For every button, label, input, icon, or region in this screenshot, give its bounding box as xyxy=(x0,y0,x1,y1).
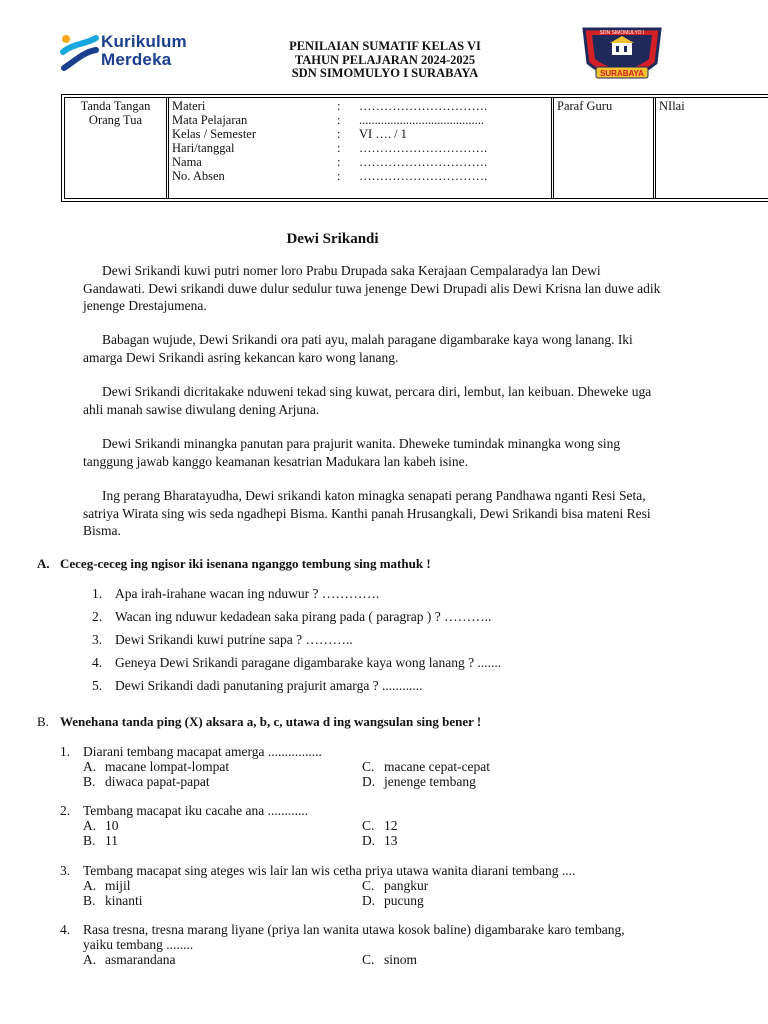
question-text: Wacan ing nduwur kedadean saka pirang pada ( paragrap ) ? ……….. xyxy=(115,609,492,624)
option-letter: C. xyxy=(362,759,375,774)
question-number: 2. xyxy=(60,803,71,818)
question-number: 5. xyxy=(92,678,103,693)
field-value-nama[interactable]: …………………………. xyxy=(359,155,488,169)
option-letter: B. xyxy=(83,893,96,908)
logo-text xyxy=(101,33,187,69)
field-colon: : xyxy=(337,99,341,113)
option-text: macane lompat-lompat xyxy=(105,759,230,774)
option-letter: A. xyxy=(83,952,97,967)
section-a-heading xyxy=(37,556,431,572)
answer-option[interactable] xyxy=(83,833,118,848)
question-item xyxy=(92,655,501,671)
badge-text: SURABAYA xyxy=(600,69,644,78)
mc-question xyxy=(60,803,308,818)
section-a-label: A. xyxy=(37,556,50,571)
field-label-absen: No. Absen xyxy=(172,169,225,183)
title-line-3: SDN SIMOMULYO I SURABAYA xyxy=(291,66,479,80)
field-value-kelas[interactable]: VI …. / 1 xyxy=(359,127,407,141)
question-text-line-2: yaiku tembang ........ xyxy=(83,937,194,952)
answer-option[interactable] xyxy=(83,952,175,967)
story-title: Dewi Srikandi xyxy=(286,231,379,247)
answer-option[interactable] xyxy=(83,818,119,833)
school-badge-icon xyxy=(576,25,668,87)
question-number: 3. xyxy=(92,632,103,647)
option-letter: A. xyxy=(83,818,97,833)
option-text: 13 xyxy=(384,833,398,848)
answer-option[interactable] xyxy=(362,759,490,774)
question-number: 1. xyxy=(60,744,71,759)
option-letter: D. xyxy=(362,774,376,789)
option-letter: C. xyxy=(362,818,375,833)
question-text: Geneya Dewi Srikandi paragane digambarake kaya wong lanang ? ....... xyxy=(115,655,502,670)
question-text: Diarani tembang macapat amerga ................ xyxy=(83,744,322,759)
section-b-instruction: Wenehana tanda ping (X) aksara a, b, c, utawa d ing wangsulan sing bener ! xyxy=(60,714,482,729)
question-text: Dewi Srikandi kuwi putrine sapa ? ……….. xyxy=(115,632,353,647)
answer-option[interactable] xyxy=(362,833,398,848)
option-letter: A. xyxy=(83,878,97,893)
field-label-kelas: Kelas / Semester xyxy=(172,127,257,141)
option-letter: A. xyxy=(83,759,97,774)
option-text: jenenge tembang xyxy=(384,774,476,789)
option-text: kinanti xyxy=(105,893,143,908)
question-item xyxy=(92,586,379,602)
question-number: 2. xyxy=(92,609,103,624)
story-paragraph: Dewi Srikandi kuwi putri nomer loro Prabu Drupada saka Kerajaan Cempalaradya lan Dewi Gandawati. Dewi srikandi duwe dulur sedulur tuwa jenenge Dewi Drupadi alis Dewi Krisna lan duwe adik jenenge Drestajumena. xyxy=(83,263,661,313)
option-letter: B. xyxy=(83,774,96,789)
page-title xyxy=(230,40,540,81)
option-text: pucung xyxy=(384,893,424,908)
answer-option[interactable] xyxy=(362,952,417,967)
logo-mark-icon xyxy=(60,30,100,80)
answer-option[interactable] xyxy=(362,878,428,893)
table-divider xyxy=(653,98,656,198)
field-label-materi: Materi xyxy=(172,99,206,113)
parent-signature-label-1: Tanda Tangan xyxy=(80,99,151,113)
title-line-1: PENILAIAN SUMATIF KELAS VI xyxy=(289,39,481,53)
table-divider xyxy=(166,98,169,198)
mc-question xyxy=(60,744,322,759)
section-a-instruction: Ceceg-ceceg ing ngisor iki isenana nganggo tembung sing mathuk ! xyxy=(60,556,431,571)
answer-option[interactable] xyxy=(83,893,143,908)
question-number: 4. xyxy=(92,655,103,670)
option-letter: D. xyxy=(362,833,376,848)
answer-option[interactable] xyxy=(362,774,476,789)
question-number: 4. xyxy=(60,922,71,937)
story-paragraph: Dewi Srikandi dicritakake nduweni tekad sing kuwat, percara diri, lembut, lan keibuan. Dheweke uga ahli manah sawise diwulang dening Arjuna. xyxy=(83,384,652,417)
option-text: diwaca papat-papat xyxy=(105,774,210,789)
mc-question xyxy=(60,863,575,878)
option-text: 12 xyxy=(384,818,398,833)
question-text-line-1: Rasa tresna, tresna marang liyane (priya lan wanita utawa kosok baline) digambarake karo tembang, xyxy=(83,922,625,937)
question-item xyxy=(92,678,423,694)
option-text: 11 xyxy=(105,833,118,848)
field-colon: : xyxy=(337,127,341,141)
option-text: macane cepat-cepat xyxy=(384,759,491,774)
section-b-label: B. xyxy=(37,714,49,729)
story-paragraph: Ing perang Bharatayudha, Dewi srikandi katon minagka senapati perang Pandhawa nganti Resi Seta, satriya Wirata sing wis seda ngadhepi Bisma. Kanthi panah Hrusangkali, Dewi Srikandi bisa mateni Resi Bisma. xyxy=(83,488,651,538)
field-label-nama: Nama xyxy=(172,155,202,169)
question-text: Dewi Srikandi dadi panutaning prajurit amarga ? ............ xyxy=(115,678,423,693)
story-paragraph: Dewi Srikandi minangka panutan para prajurit wanita. Dheweke tumindak minangka wong sing tanggung jawab kanggo keamanan kesatrian Madukara lan kabeh isine. xyxy=(83,436,621,469)
option-text: 10 xyxy=(105,818,119,833)
option-text: asmarandana xyxy=(105,952,176,967)
field-label-mapel: Mata Pelajaran xyxy=(172,113,248,127)
field-colon: : xyxy=(337,155,341,169)
question-item xyxy=(92,609,491,625)
option-text: pangkur xyxy=(384,878,429,893)
question-text: Tembang macapat sing ateges wis lair lan wis cetha priya utawa wanita diarani tembang .... xyxy=(83,863,576,878)
student-info-table xyxy=(61,94,768,202)
field-colon: : xyxy=(337,113,341,127)
question-number: 3. xyxy=(60,863,71,878)
field-colon: : xyxy=(337,169,341,183)
section-b-heading xyxy=(37,714,481,730)
field-colon: : xyxy=(337,141,341,155)
option-text: sinom xyxy=(384,952,418,967)
score-label: NIlai xyxy=(659,99,685,113)
option-letter: C. xyxy=(362,878,375,893)
title-line-2: TAHUN PELAJARAN 2024-2025 xyxy=(294,52,476,67)
option-letter: B. xyxy=(83,833,96,848)
option-letter: D. xyxy=(362,893,376,908)
logo-line-1: Kurikulum xyxy=(101,32,187,51)
answer-option[interactable] xyxy=(83,878,131,893)
mc-question xyxy=(60,922,625,952)
parent-signature-label-2: Orang Tua xyxy=(88,113,143,127)
field-value-materi[interactable]: …………………………. xyxy=(359,99,488,113)
answer-option[interactable] xyxy=(83,774,210,789)
field-value-hari[interactable]: …………………………. xyxy=(359,141,488,155)
logo-line-2: Merdeka xyxy=(101,50,172,69)
answer-option[interactable] xyxy=(83,759,229,774)
field-value-mapel[interactable]: ........................................ xyxy=(359,113,484,127)
teacher-signature-label: Paraf Guru xyxy=(557,99,613,113)
school-badge xyxy=(576,25,668,87)
option-text: mijil xyxy=(105,878,131,893)
parent-signature-cell xyxy=(65,99,166,127)
question-text: Tembang macapat iku cacahe ana ............ xyxy=(83,803,309,818)
field-label-hari: Hari/tanggal xyxy=(172,141,235,155)
option-letter: C. xyxy=(362,952,375,967)
story-paragraph: Babagan wujude, Dewi Srikandi ora pati ayu, malah paragane digambarake kaya wong lanang. Iki amarga Dewi Srikandi asring kekancan karo wong lanang. xyxy=(83,332,633,365)
info-table-inner xyxy=(64,97,768,199)
answer-option[interactable] xyxy=(362,818,398,833)
table-divider xyxy=(551,98,554,198)
question-number: 1. xyxy=(92,586,103,601)
field-value-absen[interactable]: …………………………. xyxy=(359,169,488,183)
badge-arc-text: SDN SIMOMULYO I xyxy=(599,30,645,36)
answer-option[interactable] xyxy=(362,893,424,908)
question-item xyxy=(92,632,353,648)
question-text: Apa irah-irahane wacan ing nduwur ? …………. xyxy=(115,586,380,601)
